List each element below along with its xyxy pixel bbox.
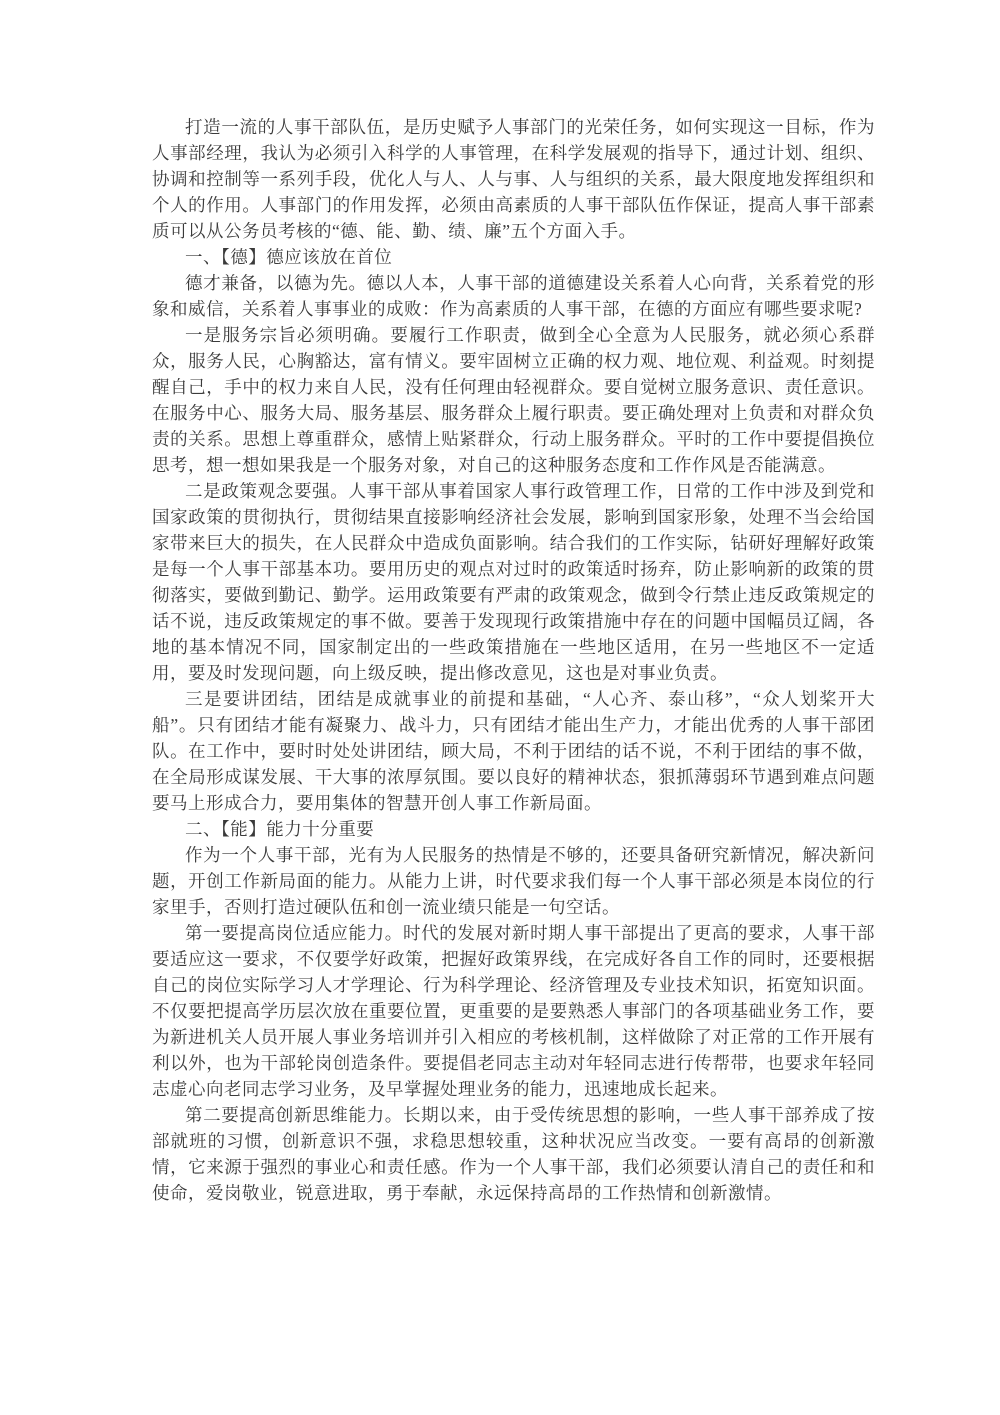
paragraph-de-point-1: 一是服务宗旨必须明确。要履行工作职责，做到全心全意为人民服务，就必须心系群众，服务人民，心胸豁达，富有情义。要牢固树立正确的权力观、地位观、利益观。时刻提醒自己，手中的权力来自人民，没有任何理由轻视群众。要自觉树立服务意识、责任意识。在服务中心、服务大局、服务基层、服务群众上履行职责。要正确处理对上负责和对群众负责的关系。思想上尊重群众，感情上贴紧群众，行动上服务群众。平时的工作中要提倡换位思考，想一想如果我是一个服务对象，对自己的这种服务态度和工作作风是否能满意。 <box>152 325 875 475</box>
paragraph-de-intro: 德才兼备，以德为先。德以人本，人事干部的道德建设关系着人心向背，关系着党的形象和威信，关系着人事事业的成败：作为高素质的人事干部，在德的方面应有哪些要求呢? <box>152 273 875 319</box>
paragraph-neng-intro: 作为一个人事干部，光有为人民服务的热情是不够的，还要具备研究新情况，解决新问题，开创工作新局面的能力。从能力上讲，时代要求我们每一个人事干部必须是本岗位的行家里手，否则打造过硬队伍和创一流业绩只能是一句空话。 <box>152 845 875 917</box>
paragraph-de-point-3: 三是要讲团结，团结是成就事业的前提和基础，“人心齐、泰山移”，“众人划桨开大船”。只有团结才能有凝聚力、战斗力，只有团结才能出生产力，才能出优秀的人事干部团队。在工作中，要时时处处讲团结，顾大局，不利于团结的话不说，不利于团结的事不做，在全局形成谋发展、干大事的浓厚氛围。要以良好的精神状态，狠抓薄弱环节遇到难点问题要马上形成合力，要用集体的智慧开创人事工作新局面。 <box>152 689 875 813</box>
paragraph-neng-point-1: 第一要提高岗位适应能力。时代的发展对新时期人事干部提出了更高的要求，人事干部要适应这一要求，不仅要学好政策，把握好政策界线，在完成好各自工作的同时，还要根据自己的岗位实际学习人才学理论、行为科学理论、经济管理及专业技术知识，拓宽知识面。不仅要把提高学历层次放在重要位置，更重要的是要熟悉人事部门的各项基础业务工作，要为新进机关人员开展人事业务培训并引入相应的考核机制，这样做除了对正常的工作开展有利以外，也为干部轮岗创造条件。要提倡老同志主动对年轻同志进行传帮带，也要求年轻同志虚心向老同志学习业务，及早掌握处理业务的能力，迅速地成长起来。 <box>152 923 875 1099</box>
section-heading-de: 一、【德】德应该放在首位 <box>185 247 393 267</box>
paragraph-intro: 打造一流的人事干部队伍，是历史赋予人事部门的光荣任务，如何实现这一目标，作为人事部经理，我认为必须引入科学的人事管理，在科学发展观的指导下，通过计划、组织、协调和控制等一系列手段，优化人与人、人与事、人与组织的关系，最大限度地发挥组织和个人的作用。人事部门的作用发挥，必须由高素质的人事干部队伍作保证，提高人事干部素质可以从公务员考核的“德、能、勤、绩、廉”五个方面入手。 <box>152 117 875 241</box>
paragraph-de-point-2: 二是政策观念要强。人事干部从事着国家人事行政管理工作，日常的工作中涉及到党和国家政策的贯彻执行，贯彻结果直接影响经济社会发展，影响到国家形象，处理不当会给国家带来巨大的损失，在人民群众中造成负面影响。结合我们的工作实际，钻研好理解好政策是每一个人事干部基本功。要用历史的观点对过时的政策适时扬弃，防止影响新的政策的贯彻落实，要做到勤记、勤学。运用政策要有严肃的政策观念，做到令行禁止违反政策规定的话不说，违反政策规定的事不做。要善于发现现行政策措施中存在的问题中国幅员辽阔，各地的基本情况不同，国家制定出的一些政策措施在一些地区适用，在另一些地区不一定适用，要及时发现问题，向上级反映，提出修改意见，这也是对事业负责。 <box>152 481 875 683</box>
paragraph-neng-point-2: 第二要提高创新思维能力。长期以来，由于受传统思想的影响，一些人事干部养成了按部就班的习惯，创新意识不强，求稳思想较重，这种状况应当改变。一要有高昂的创新激情，它来源于强烈的事业心和责任感。作为一个人事干部，我们必须要认清自己的责任和和使命，爱岗敬业，锐意进取，勇于奉献，永远保持高昂的工作热情和创新激情。 <box>152 1105 875 1203</box>
section-heading-neng: 二、【能】能力十分重要 <box>185 819 375 839</box>
document-text-body <box>152 114 875 1206</box>
